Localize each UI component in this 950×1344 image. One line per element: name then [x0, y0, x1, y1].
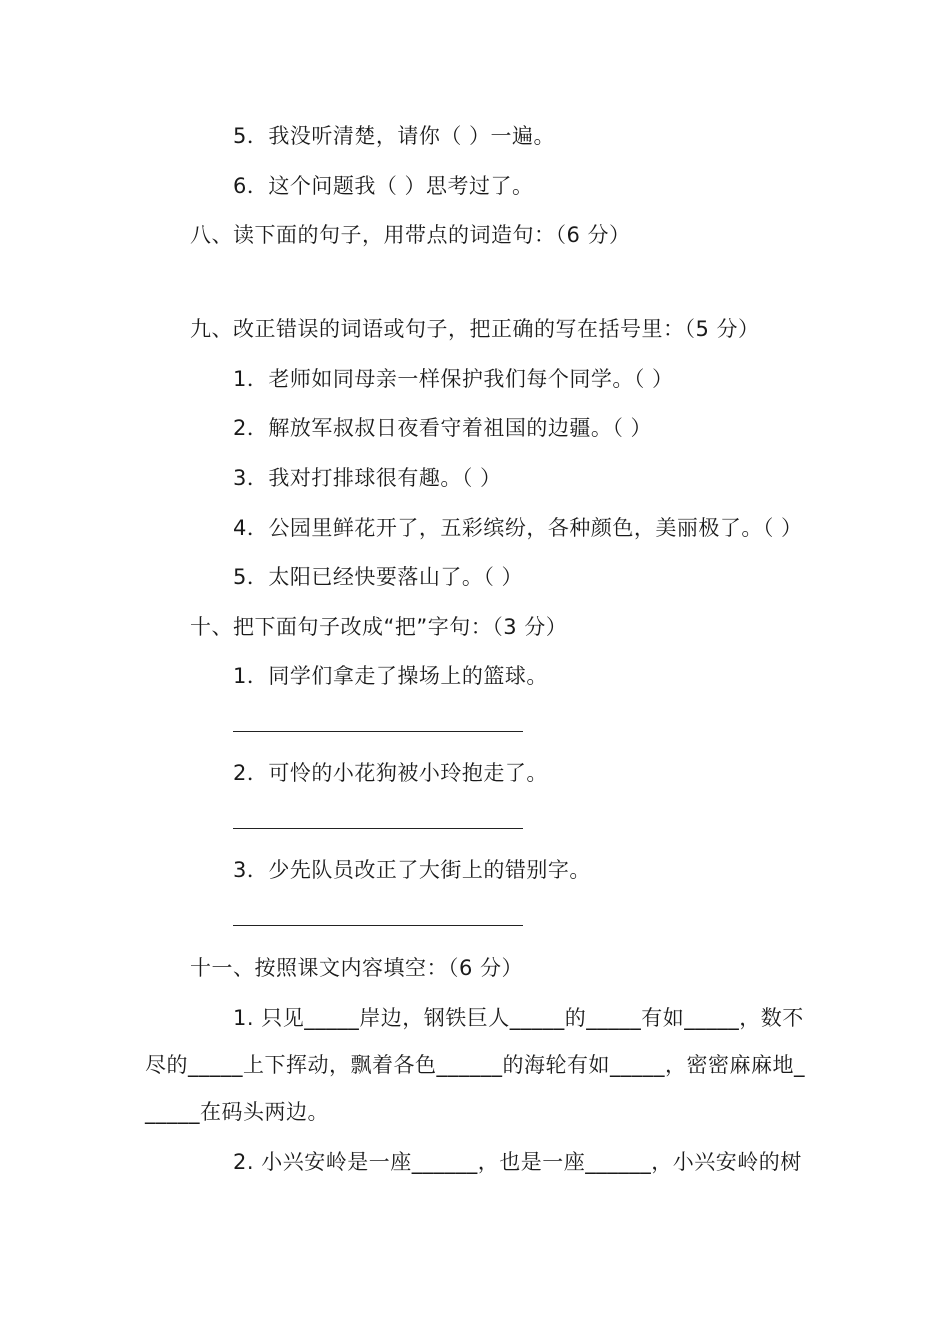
question-10-1: 1．同学们拿走了操场上的篮球。 — [233, 664, 548, 688]
question-11-1-line-1: 1. 只见_____岸边，钢铁巨人_____的_____有如_____，数不 — [233, 1006, 804, 1030]
section-11-title: 十一、按照课文内容填空：（6 分） — [190, 956, 524, 980]
answer-line-10-2[interactable] — [233, 828, 523, 829]
section-9-title: 九、改正错误的词语或句子，把正确的写在括号里：（5 分） — [190, 317, 760, 341]
question-10-2: 2．可怜的小花狗被小玲抱走了。 — [233, 761, 548, 785]
answer-line-10-3[interactable] — [233, 925, 523, 926]
question-7-5: 5．我没听清楚，请你（ ）一遍。 — [233, 124, 556, 148]
question-9-1: 1．老师如同母亲一样保护我们每个同学。（ ） — [233, 367, 674, 391]
question-11-2-line-1: 2. 小兴安岭是一座______，也是一座______，小兴安岭的树 — [233, 1150, 802, 1174]
question-7-6: 6．这个问题我（ ）思考过了。 — [233, 174, 534, 198]
question-10-3: 3．少先队员改正了大街上的错别字。 — [233, 858, 591, 882]
answer-line-10-1[interactable] — [233, 731, 523, 732]
section-8-title: 八、读下面的句子，用带点的词造句：（6 分） — [190, 223, 631, 247]
question-9-5: 5．太阳已经快要落山了。（ ） — [233, 565, 524, 589]
question-11-1-line-3: _____在码头两边。 — [145, 1100, 329, 1124]
question-9-4: 4．公园里鲜花开了，五彩缤纷，各种颜色，美丽极了。（ ） — [233, 516, 803, 540]
question-9-2: 2．解放军叔叔日夜看守着祖国的边疆。（ ） — [233, 416, 653, 440]
question-11-1-line-2: 尽的_____上下挥动，飘着各色______的海轮有如_____，密密麻麻地_ — [145, 1053, 805, 1077]
section-10-title: 十、把下面句子改成“把”字句：（3 分） — [190, 615, 568, 639]
question-9-3: 3．我对打排球很有趣。（ ） — [233, 466, 502, 490]
